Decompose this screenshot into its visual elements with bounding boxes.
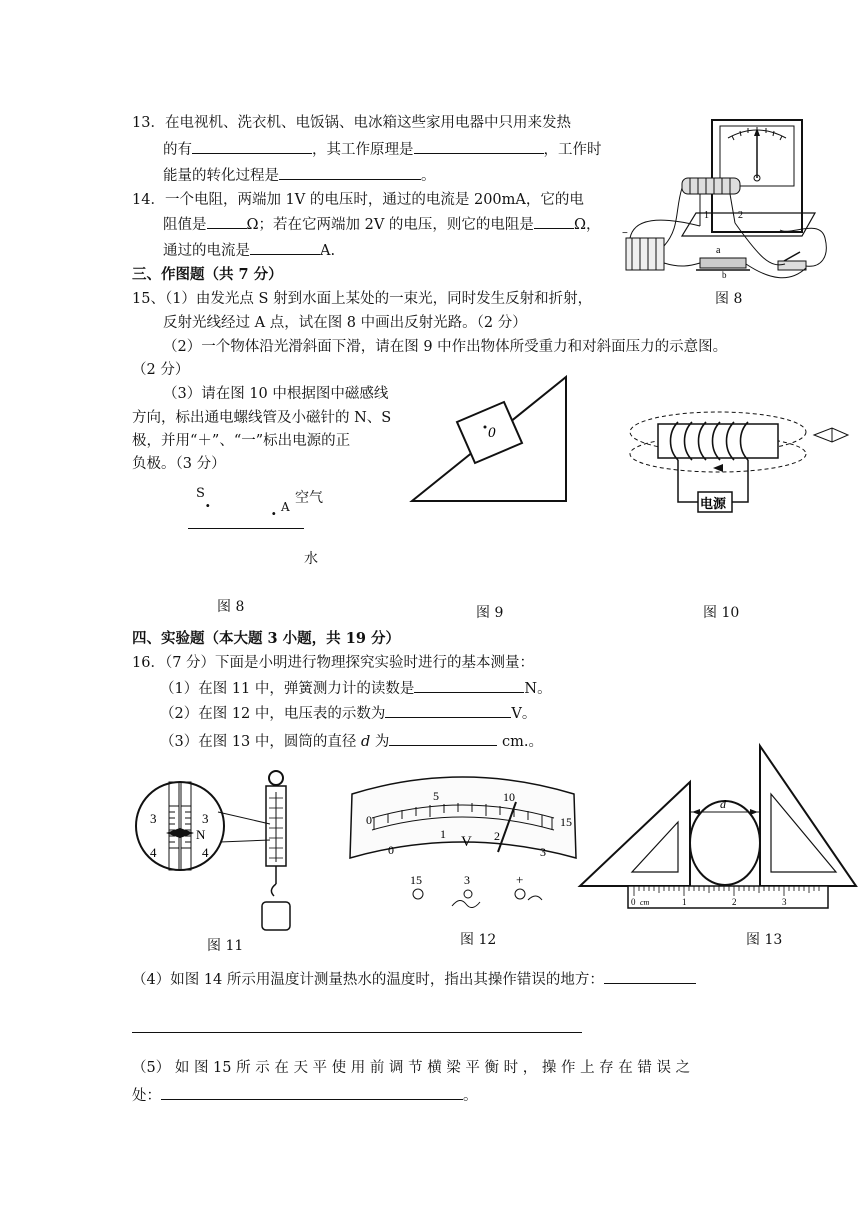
q16-p1-unit: N。 (524, 681, 552, 697)
spring-scale-figure (132, 766, 302, 934)
bottom-scale-3: 3 (540, 845, 546, 859)
center-o-label: 0 (488, 425, 496, 441)
ruler-2: 2 (732, 897, 737, 907)
q16-p5-text: 处： (132, 1088, 161, 1104)
q15-p1-line2: 反射光线经过 A 点，试在图 8 中画出反射光路。（2 分） (163, 315, 527, 331)
q16-p3-text: （3）在图 13 中，圆筒的直径 (160, 734, 357, 750)
fig8-top-caption: 图 8 (715, 291, 743, 307)
q14-text-c: Ω， (573, 217, 601, 233)
fig13-caption: 图 13 (746, 932, 783, 948)
q16-blank-4[interactable] (604, 969, 696, 984)
cylinder-measure-figure (578, 742, 860, 912)
q14-unit: A. (320, 243, 336, 259)
terminal-15-label: 15 (410, 873, 422, 887)
q16-p5-line1: （5） 如 图 15 所 示 在 天 平 使 用 前 调 节 横 梁 平 衡 时 ， 操 作 上 存 在 错 误 之 (132, 1060, 691, 1076)
q13-blank-2[interactable] (414, 139, 544, 154)
power-source-label: 电源 (700, 497, 727, 512)
tick-3-left: 3 (150, 811, 157, 826)
terminal-2-label: 2 (738, 210, 743, 221)
q13-period: 。 (421, 168, 436, 184)
q16-p3-var: d (361, 734, 371, 750)
q13-line2 (163, 138, 602, 159)
fig8-caption: 图 8 (217, 599, 245, 615)
q14-line2 (163, 213, 600, 234)
q14-blank-3[interactable] (250, 240, 320, 255)
q15-p3-line4: 负极。（3 分） (132, 456, 226, 472)
ruler-3: 3 (782, 897, 787, 907)
fig12-caption: 图 12 (460, 932, 497, 948)
q16-p3 (160, 730, 543, 751)
q16-p5-line2 (132, 1084, 478, 1105)
q13-blank-3[interactable] (279, 165, 421, 180)
q13-text-d: 能量的转化过程是 (163, 168, 279, 184)
point-a-label: A (281, 500, 290, 514)
q13-line1: 13．在电视机、洗衣机、电饭锅、电冰箱这些家用电器中只用来发热 (132, 115, 571, 131)
q15-p3-line3: 极，并用“＋”、“一”标出电源的正 (132, 433, 351, 449)
fig10-caption: 图 10 (703, 605, 740, 621)
slider-b-label: b (722, 270, 727, 280)
battery-minus: − (622, 228, 628, 239)
tick-4-left: 4 (150, 845, 157, 860)
incline-figure (410, 375, 585, 505)
tick-3-right: 3 (202, 811, 209, 826)
bottom-scale-2: 2 (494, 829, 500, 843)
q16-p4 (132, 968, 696, 989)
circuit-apparatus-figure (620, 118, 845, 290)
terminal-plus (515, 889, 525, 899)
center-dot (484, 426, 487, 429)
unit-n-label: N (196, 827, 206, 842)
q13-text-b: ，其工作原理是 (312, 142, 414, 158)
terminal-3 (464, 890, 472, 898)
q16-p1-text: （1）在图 11 中，弹簧测力计的读数是 (160, 681, 415, 697)
section3-title: 三、作图题（共 7 分） (132, 266, 283, 283)
ruler-cm: cm (640, 898, 650, 907)
q16-intro: 16．（7 分）下面是小明进行物理探究实验时进行的基本测量： (132, 655, 535, 671)
q16-blank-2[interactable] (385, 703, 511, 718)
q14-text-d: 通过的电流是 (163, 243, 250, 259)
q13-text-c: ，工作时 (543, 142, 602, 158)
terminal-1-label: 1 (704, 210, 709, 221)
q15-p1-line1: 15、（1）由发光点 S 射到水面上某处的一束光，同时发生反射和折射， (132, 291, 593, 307)
q13-line3 (163, 164, 436, 185)
q16-blank-4-line2[interactable] (132, 1032, 582, 1033)
section4-title: 四、实验题（本大题 3 小题，共 19 分） (132, 630, 400, 647)
q16-blank-5[interactable] (161, 1085, 463, 1100)
ruler-0: 0 (631, 897, 636, 907)
light-source-s-label: S (196, 486, 205, 501)
q16-p4-text: （4）如图 14 所示用温度计测量热水的温度时，指出其操作错误的地方： (132, 972, 604, 988)
q14-line3 (163, 239, 335, 260)
top-scale-10: 10 (503, 790, 515, 804)
q14-line1: 14．一个电阻，两端加 1V 的电压时，通过的电流是 200mA，它的电 (132, 192, 584, 208)
q16-p3-text-b: 为 (374, 734, 390, 750)
voltmeter-figure (348, 768, 578, 914)
diameter-d-label: d (720, 797, 726, 811)
terminal-3-label: 3 (464, 873, 470, 887)
bottom-scale-1: 1 (440, 827, 446, 841)
q16-p5-period: 。 (463, 1088, 478, 1104)
unit-v-label: V (461, 834, 472, 850)
q16-blank-1[interactable] (414, 678, 524, 693)
tick-4-right: 4 (202, 845, 209, 860)
q14-text-a: 阻值是 (163, 217, 207, 233)
q16-p3-unit: cm.。 (502, 734, 544, 750)
q14-blank-1[interactable] (207, 214, 247, 229)
q15-p2-line1: （2）一个物体沿光滑斜面下滑，请在图 9 中作出物体所受重力和对斜面压力的示意图。 (163, 339, 728, 355)
ruler-1: 1 (682, 897, 687, 907)
q16-p2 (160, 702, 536, 723)
q15-p3-line1: （3）请在图 10 中根据图中磁感线 (163, 386, 389, 402)
q16-p2-unit: V。 (511, 706, 537, 722)
top-scale-5: 5 (433, 789, 439, 803)
q14-text-b: Ω；若在它两端加 2V 的电压，则它的电阻是 (246, 217, 534, 233)
q16-p1 (160, 677, 552, 698)
terminal-plus-label: + (516, 872, 524, 887)
q15-p3-line2: 方向，标出通电螺线管及小磁针的 N、S (132, 410, 392, 426)
point-a-dot: . (271, 500, 277, 519)
q14-blank-2[interactable] (534, 214, 574, 229)
point-s-dot: . (205, 492, 211, 511)
q13-blank-1[interactable] (192, 139, 312, 154)
slider-a-label: a (716, 245, 721, 256)
q15-p2-line2: （2 分） (132, 362, 190, 378)
top-scale-0: 0 (366, 813, 372, 827)
top-scale-15: 15 (560, 815, 572, 829)
water-surface-line (188, 528, 304, 529)
bottom-scale-0: 0 (388, 843, 394, 857)
air-label: 空气 (295, 490, 323, 506)
terminal-15 (413, 889, 423, 899)
q16-blank-3[interactable] (389, 731, 497, 746)
fig9-caption: 图 9 (476, 605, 504, 621)
solenoid-figure (628, 402, 850, 524)
q13-text-a: 的有 (163, 142, 192, 158)
water-label: 水 (304, 551, 318, 567)
q16-p2-text: （2）在图 12 中，电压表的示数为 (160, 706, 386, 722)
fig11-caption: 图 11 (207, 938, 244, 954)
